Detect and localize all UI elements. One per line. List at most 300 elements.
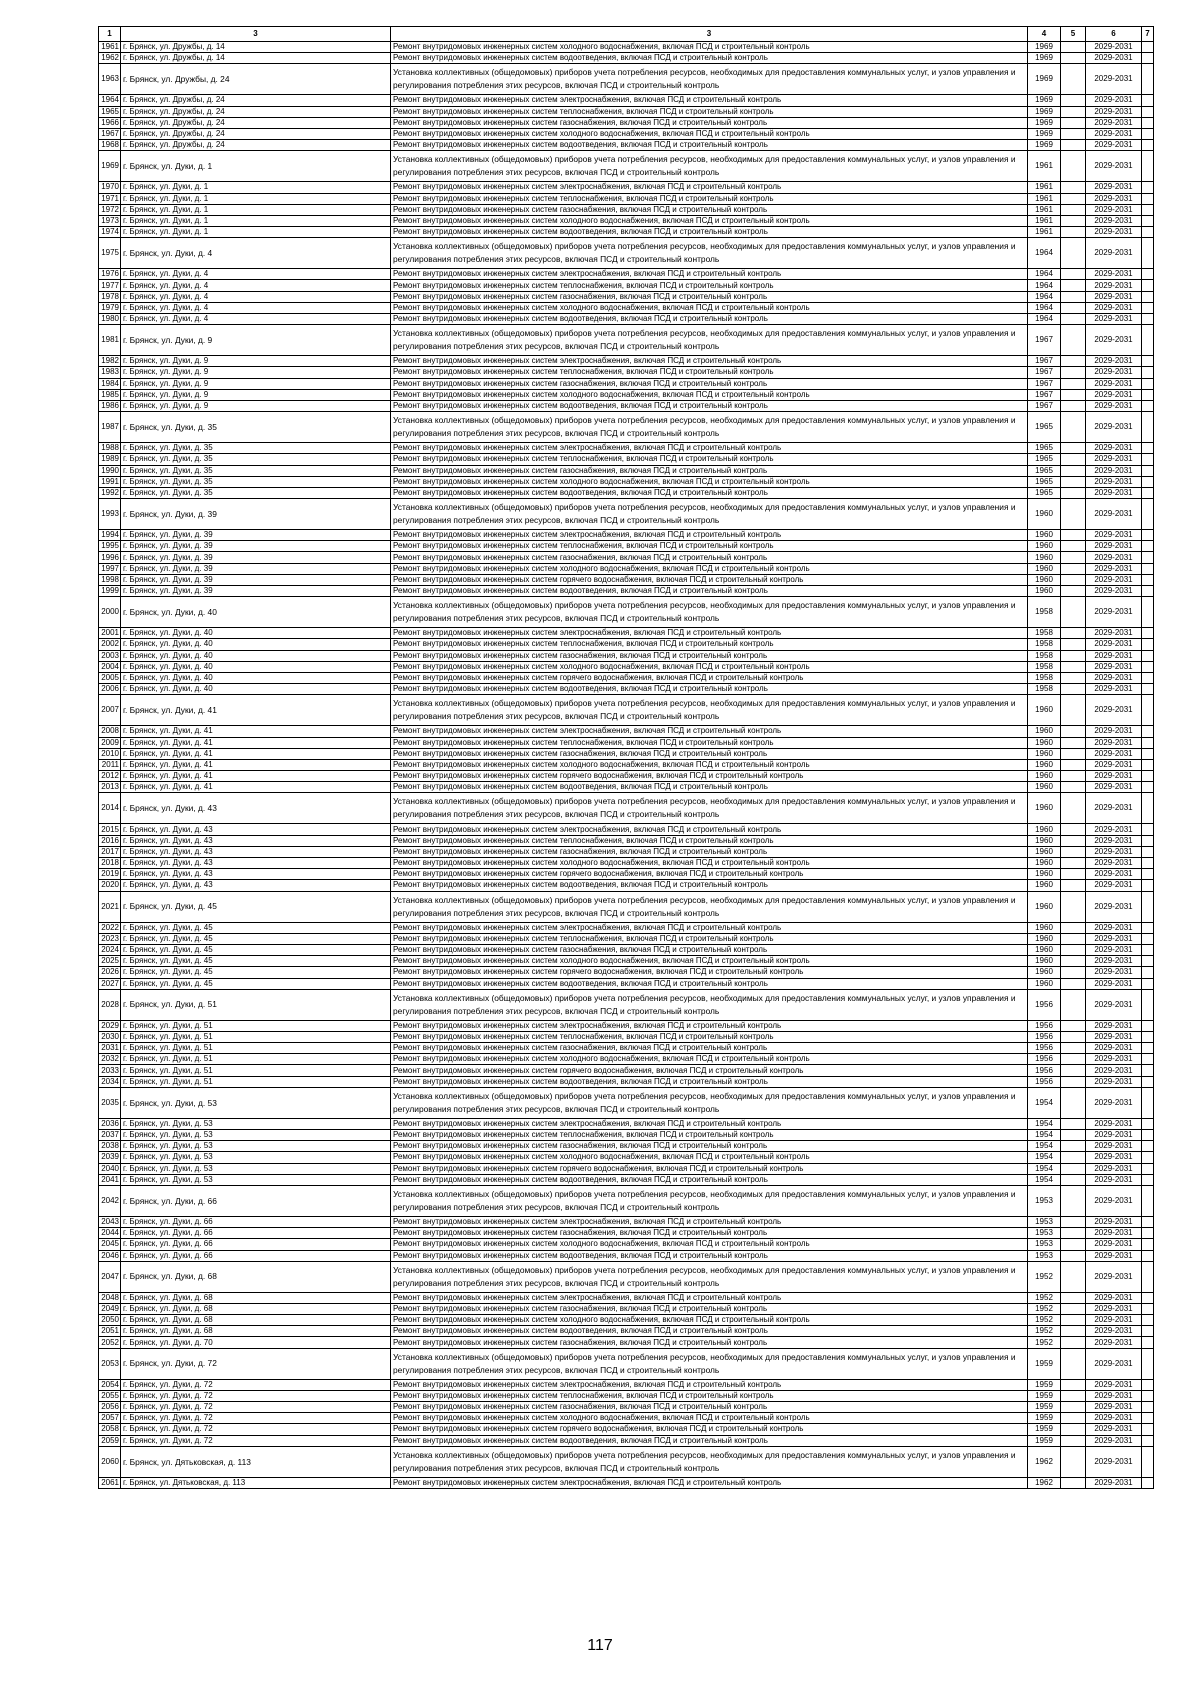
row-col-7 <box>1142 782 1154 793</box>
header-col-6: 6 <box>1086 27 1142 42</box>
row-number: 1972 <box>99 204 121 215</box>
row-build-year: 1960 <box>1028 922 1061 933</box>
row-work-description: Ремонт внутридомовых инженерных систем электроснабжения, включая ПСД и строительный контроль <box>391 1216 1028 1227</box>
row-col-5 <box>1061 1228 1086 1239</box>
row-address: г. Брянск, ул. Дуки, д. 1 <box>121 193 391 204</box>
row-col-7 <box>1142 1337 1154 1348</box>
table-row <box>99 978 1154 989</box>
row-build-year: 1967 <box>1028 367 1061 378</box>
row-build-year: 1960 <box>1028 759 1061 770</box>
row-work-description: Ремонт внутридомовых инженерных систем газоснабжения, включая ПСД и строительный контроль <box>391 291 1028 302</box>
row-period: 2029-2031 <box>1086 628 1142 639</box>
row-number: 2055 <box>99 1390 121 1401</box>
row-work-description: Ремонт внутридомовых инженерных систем теплоснабжения, включая ПСД и строительный контроль <box>391 454 1028 465</box>
row-col-5 <box>1061 1326 1086 1337</box>
row-period: 2029-2031 <box>1086 1020 1142 1031</box>
row-col-5 <box>1061 151 1086 182</box>
row-build-year: 1964 <box>1028 269 1061 280</box>
row-address: г. Брянск, ул. Дружбы, д. 24 <box>121 95 391 106</box>
table-row <box>99 1435 1154 1446</box>
row-col-5 <box>1061 499 1086 530</box>
row-build-year: 1965 <box>1028 487 1061 498</box>
table-row <box>99 1477 1154 1488</box>
row-number: 2013 <box>99 782 121 793</box>
row-work-description: Ремонт внутридомовых инженерных систем горячего водоснабжения, включая ПСД и строительный контроль <box>391 967 1028 978</box>
row-address: г. Брянск, ул. Дуки, д. 43 <box>121 869 391 880</box>
row-period: 2029-2031 <box>1086 880 1142 891</box>
row-address: г. Брянск, ул. Дуки, д. 35 <box>121 412 391 443</box>
row-build-year: 1967 <box>1028 400 1061 411</box>
row-build-year: 1953 <box>1028 1185 1061 1216</box>
row-address: г. Брянск, ул. Дуки, д. 41 <box>121 726 391 737</box>
row-col-5 <box>1061 944 1086 955</box>
row-col-7 <box>1142 400 1154 411</box>
row-col-5 <box>1061 280 1086 291</box>
row-period: 2029-2031 <box>1086 737 1142 748</box>
row-col-5 <box>1061 1076 1086 1087</box>
row-period: 2029-2031 <box>1086 117 1142 128</box>
row-number: 1980 <box>99 314 121 325</box>
row-work-description: Ремонт внутридомовых инженерных систем электроснабжения, включая ПСД и строительный контроль <box>391 1118 1028 1129</box>
row-work-description: Ремонт внутридомовых инженерных систем теплоснабжения, включая ПСД и строительный контроль <box>391 541 1028 552</box>
row-work-description: Ремонт внутридомовых инженерных систем холодного водоснабжения, включая ПСД и строительный контроль <box>391 1054 1028 1065</box>
row-period: 2029-2031 <box>1086 933 1142 944</box>
row-work-description: Ремонт внутридомовых инженерных систем электроснабжения, включая ПСД и строительный контроль <box>391 530 1028 541</box>
table-row <box>99 53 1154 64</box>
row-col-5 <box>1061 1174 1086 1185</box>
row-work-description: Ремонт внутридомовых инженерных систем газоснабжения, включая ПСД и строительный контроль <box>391 748 1028 759</box>
row-address: г. Брянск, ул. Дуки, д. 40 <box>121 661 391 672</box>
row-col-5 <box>1061 1348 1086 1379</box>
row-period: 2029-2031 <box>1086 1141 1142 1152</box>
row-build-year: 1961 <box>1028 204 1061 215</box>
row-number: 1964 <box>99 95 121 106</box>
row-number: 2005 <box>99 672 121 683</box>
row-build-year: 1961 <box>1028 193 1061 204</box>
row-col-7 <box>1142 956 1154 967</box>
table-row <box>99 151 1154 182</box>
row-build-year: 1960 <box>1028 574 1061 585</box>
row-address: г. Брянск, ул. Дуки, д. 1 <box>121 151 391 182</box>
row-col-5 <box>1061 726 1086 737</box>
row-address: г. Брянск, ул. Дружбы, д. 14 <box>121 42 391 53</box>
row-col-7 <box>1142 1446 1154 1477</box>
row-number: 2026 <box>99 967 121 978</box>
row-number: 1984 <box>99 378 121 389</box>
row-col-5 <box>1061 782 1086 793</box>
row-period: 2029-2031 <box>1086 650 1142 661</box>
row-col-7 <box>1142 128 1154 139</box>
row-number: 2016 <box>99 835 121 846</box>
row-build-year: 1954 <box>1028 1141 1061 1152</box>
row-number: 2000 <box>99 597 121 628</box>
row-col-5 <box>1061 1065 1086 1076</box>
row-build-year: 1965 <box>1028 454 1061 465</box>
row-number: 1995 <box>99 541 121 552</box>
row-work-description: Ремонт внутридомовых инженерных систем газоснабжения, включая ПСД и строительный контроль <box>391 1228 1028 1239</box>
row-address: г. Брянск, ул. Дятьковская, д. 113 <box>121 1477 391 1488</box>
row-period: 2029-2031 <box>1086 1303 1142 1314</box>
row-build-year: 1960 <box>1028 967 1061 978</box>
row-col-5 <box>1061 933 1086 944</box>
row-build-year: 1954 <box>1028 1130 1061 1141</box>
row-address: г. Брянск, ул. Дуки, д. 40 <box>121 597 391 628</box>
row-work-description: Ремонт внутридомовых инженерных систем теплоснабжения, включая ПСД и строительный контроль <box>391 737 1028 748</box>
header-col-5: 5 <box>1061 27 1086 42</box>
table-row <box>99 846 1154 857</box>
row-address: г. Брянск, ул. Дуки, д. 53 <box>121 1163 391 1174</box>
row-work-description: Ремонт внутридомовых инженерных систем водоотведения, включая ПСД и строительный контроль <box>391 978 1028 989</box>
row-period: 2029-2031 <box>1086 182 1142 193</box>
row-address: г. Брянск, ул. Дуки, д. 35 <box>121 465 391 476</box>
row-number: 2010 <box>99 748 121 759</box>
table-row <box>99 1141 1154 1152</box>
row-col-7 <box>1142 748 1154 759</box>
row-col-5 <box>1061 1292 1086 1303</box>
row-work-description: Ремонт внутридомовых инженерных систем холодного водоснабжения, включая ПСД и строительный контроль <box>391 389 1028 400</box>
table-row <box>99 487 1154 498</box>
row-col-7 <box>1142 1228 1154 1239</box>
row-work-description: Ремонт внутридомовых инженерных систем газоснабжения, включая ПСД и строительный контроль <box>391 1337 1028 1348</box>
row-number: 2058 <box>99 1424 121 1435</box>
row-number: 2052 <box>99 1337 121 1348</box>
table-row <box>99 563 1154 574</box>
repair-plan-table-container <box>98 26 1153 1489</box>
row-work-description: Ремонт внутридомовых инженерных систем водоотведения, включая ПСД и строительный контроль <box>391 684 1028 695</box>
row-work-description: Ремонт внутридомовых инженерных систем холодного водоснабжения, включая ПСД и строительный контроль <box>391 563 1028 574</box>
row-build-year: 1969 <box>1028 140 1061 151</box>
row-period: 2029-2031 <box>1086 672 1142 683</box>
row-work-description: Ремонт внутридомовых инженерных систем электроснабжения, включая ПСД и строительный контроль <box>391 443 1028 454</box>
row-col-5 <box>1061 737 1086 748</box>
row-build-year: 1956 <box>1028 1076 1061 1087</box>
row-address: г. Брянск, ул. Дуки, д. 9 <box>121 378 391 389</box>
row-col-7 <box>1142 1250 1154 1261</box>
row-work-description: Ремонт внутридомовых инженерных систем электроснабжения, включая ПСД и строительный контроль <box>391 269 1028 280</box>
row-col-5 <box>1061 42 1086 53</box>
row-col-7 <box>1142 1435 1154 1446</box>
row-build-year: 1964 <box>1028 291 1061 302</box>
row-address: г. Брянск, ул. Дуки, д. 4 <box>121 269 391 280</box>
row-number: 1966 <box>99 117 121 128</box>
row-number: 2040 <box>99 1163 121 1174</box>
row-work-description: Установка коллективных (общедомовых) приборов учета потребления ресурсов, необходимых для предоставления коммунальных услуг, и узлов управления и регулирования потребления этих ресурсов, включая ПСД и строительный контроль <box>391 1087 1028 1118</box>
row-col-5 <box>1061 586 1086 597</box>
row-address: г. Брянск, ул. Дуки, д. 43 <box>121 835 391 846</box>
row-work-description: Ремонт внутридомовых инженерных систем электроснабжения, включая ПСД и строительный контроль <box>391 1477 1028 1488</box>
table-row <box>99 64 1154 95</box>
row-address: г. Брянск, ул. Дуки, д. 40 <box>121 639 391 650</box>
row-number: 1987 <box>99 412 121 443</box>
table-row <box>99 389 1154 400</box>
row-col-7 <box>1142 476 1154 487</box>
row-col-5 <box>1061 443 1086 454</box>
row-address: г. Брянск, ул. Дуки, д. 51 <box>121 1031 391 1042</box>
row-build-year: 1953 <box>1028 1216 1061 1227</box>
row-period: 2029-2031 <box>1086 465 1142 476</box>
row-col-7 <box>1142 574 1154 585</box>
row-col-7 <box>1142 95 1154 106</box>
table-row <box>99 933 1154 944</box>
row-col-5 <box>1061 628 1086 639</box>
table-row <box>99 106 1154 117</box>
row-work-description: Ремонт внутридомовых инженерных систем холодного водоснабжения, включая ПСД и строительный контроль <box>391 1315 1028 1326</box>
row-period: 2029-2031 <box>1086 846 1142 857</box>
row-period: 2029-2031 <box>1086 824 1142 835</box>
row-col-5 <box>1061 1185 1086 1216</box>
row-work-description: Ремонт внутридомовых инженерных систем теплоснабжения, включая ПСД и строительный контроль <box>391 193 1028 204</box>
table-row <box>99 291 1154 302</box>
row-address: г. Брянск, ул. Дуки, д. 53 <box>121 1174 391 1185</box>
row-period: 2029-2031 <box>1086 412 1142 443</box>
table-row <box>99 1337 1154 1348</box>
row-period: 2029-2031 <box>1086 661 1142 672</box>
row-address: г. Брянск, ул. Дуки, д. 53 <box>121 1130 391 1141</box>
row-build-year: 1954 <box>1028 1087 1061 1118</box>
row-build-year: 1961 <box>1028 151 1061 182</box>
row-work-description: Ремонт внутридомовых инженерных систем газоснабжения, включая ПСД и строительный контроль <box>391 1141 1028 1152</box>
row-build-year: 1960 <box>1028 978 1061 989</box>
table-row <box>99 269 1154 280</box>
row-work-description: Ремонт внутридомовых инженерных систем водоотведения, включая ПСД и строительный контроль <box>391 314 1028 325</box>
row-col-7 <box>1142 1315 1154 1326</box>
row-build-year: 1952 <box>1028 1303 1061 1314</box>
row-work-description: Установка коллективных (общедомовых) приборов учета потребления ресурсов, необходимых для предоставления коммунальных услуг, и узлов управления и регулирования потребления этих ресурсов, включая ПСД и строительный контроль <box>391 1261 1028 1292</box>
table-row <box>99 1348 1154 1379</box>
row-col-5 <box>1061 204 1086 215</box>
row-address: г. Брянск, ул. Дуки, д. 72 <box>121 1402 391 1413</box>
table-body <box>99 42 1154 1489</box>
row-work-description: Ремонт внутридомовых инженерных систем газоснабжения, включая ПСД и строительный контроль <box>391 204 1028 215</box>
row-address: г. Брянск, ул. Дуки, д. 72 <box>121 1435 391 1446</box>
row-build-year: 1960 <box>1028 530 1061 541</box>
row-build-year: 1952 <box>1028 1261 1061 1292</box>
row-col-5 <box>1061 1435 1086 1446</box>
row-period: 2029-2031 <box>1086 95 1142 106</box>
row-period: 2029-2031 <box>1086 389 1142 400</box>
table-row <box>99 869 1154 880</box>
table-row <box>99 356 1154 367</box>
row-number: 1977 <box>99 280 121 291</box>
row-col-5 <box>1061 869 1086 880</box>
row-number: 2004 <box>99 661 121 672</box>
row-address: г. Брянск, ул. Дуки, д. 41 <box>121 782 391 793</box>
row-address: г. Брянск, ул. Дуки, д. 1 <box>121 227 391 238</box>
row-build-year: 1952 <box>1028 1292 1061 1303</box>
row-period: 2029-2031 <box>1086 782 1142 793</box>
table-row <box>99 835 1154 846</box>
row-work-description: Ремонт внутридомовых инженерных систем холодного водоснабжения, включая ПСД и строительный контроль <box>391 1239 1028 1250</box>
row-col-7 <box>1142 106 1154 117</box>
row-work-description: Установка коллективных (общедомовых) приборов учета потребления ресурсов, необходимых для предоставления коммунальных услуг, и узлов управления и регулирования потребления этих ресурсов, включая ПСД и строительный контроль <box>391 597 1028 628</box>
row-period: 2029-2031 <box>1086 530 1142 541</box>
table-row <box>99 499 1154 530</box>
row-number: 1967 <box>99 128 121 139</box>
row-number: 2046 <box>99 1250 121 1261</box>
table-row <box>99 1390 1154 1401</box>
row-period: 2029-2031 <box>1086 1315 1142 1326</box>
row-number: 1996 <box>99 552 121 563</box>
row-work-description: Ремонт внутридомовых инженерных систем электроснабжения, включая ПСД и строительный контроль <box>391 628 1028 639</box>
row-col-5 <box>1061 793 1086 824</box>
row-address: г. Брянск, ул. Дуки, д. 39 <box>121 586 391 597</box>
row-period: 2029-2031 <box>1086 989 1142 1020</box>
row-address: г. Брянск, ул. Дуки, д. 43 <box>121 858 391 869</box>
row-number: 1999 <box>99 586 121 597</box>
row-period: 2029-2031 <box>1086 922 1142 933</box>
row-number: 2038 <box>99 1141 121 1152</box>
row-build-year: 1960 <box>1028 793 1061 824</box>
row-col-7 <box>1142 661 1154 672</box>
row-col-7 <box>1142 1185 1154 1216</box>
row-address: г. Брянск, ул. Дуки, д. 72 <box>121 1379 391 1390</box>
row-col-5 <box>1061 1303 1086 1314</box>
row-build-year: 1961 <box>1028 215 1061 226</box>
row-col-5 <box>1061 367 1086 378</box>
row-col-5 <box>1061 291 1086 302</box>
table-row <box>99 204 1154 215</box>
row-col-5 <box>1061 771 1086 782</box>
row-col-7 <box>1142 1402 1154 1413</box>
row-build-year: 1969 <box>1028 117 1061 128</box>
header-col-1: 1 <box>99 27 121 42</box>
row-address: г. Брянск, ул. Дуки, д. 68 <box>121 1315 391 1326</box>
table-row <box>99 1315 1154 1326</box>
table-row <box>99 140 1154 151</box>
row-number: 1992 <box>99 487 121 498</box>
row-period: 2029-2031 <box>1086 269 1142 280</box>
row-col-5 <box>1061 858 1086 869</box>
row-col-7 <box>1142 1326 1154 1337</box>
row-number: 2054 <box>99 1379 121 1390</box>
row-col-5 <box>1061 356 1086 367</box>
row-number: 1978 <box>99 291 121 302</box>
row-number: 2056 <box>99 1402 121 1413</box>
row-number: 2018 <box>99 858 121 869</box>
row-number: 2025 <box>99 956 121 967</box>
row-work-description: Ремонт внутридомовых инженерных систем электроснабжения, включая ПСД и строительный контроль <box>391 922 1028 933</box>
row-number: 1963 <box>99 64 121 95</box>
row-col-5 <box>1061 748 1086 759</box>
row-work-description: Ремонт внутридомовых инженерных систем водоотведения, включая ПСД и строительный контроль <box>391 400 1028 411</box>
row-period: 2029-2031 <box>1086 1292 1142 1303</box>
row-col-5 <box>1061 639 1086 650</box>
row-address: г. Брянск, ул. Дуки, д. 9 <box>121 400 391 411</box>
row-work-description: Ремонт внутридомовых инженерных систем газоснабжения, включая ПСД и строительный контроль <box>391 944 1028 955</box>
row-build-year: 1956 <box>1028 1054 1061 1065</box>
row-build-year: 1952 <box>1028 1315 1061 1326</box>
row-number: 2034 <box>99 1076 121 1087</box>
row-number: 1990 <box>99 465 121 476</box>
row-address: г. Брянск, ул. Дуки, д. 70 <box>121 1337 391 1348</box>
row-number: 2053 <box>99 1348 121 1379</box>
row-work-description: Установка коллективных (общедомовых) приборов учета потребления ресурсов, необходимых для предоставления коммунальных услуг, и узлов управления и регулирования потребления этих ресурсов, включая ПСД и строительный контроль <box>391 64 1028 95</box>
row-work-description: Ремонт внутридомовых инженерных систем теплоснабжения, включая ПСД и строительный контроль <box>391 639 1028 650</box>
row-number: 1976 <box>99 269 121 280</box>
row-number: 2009 <box>99 737 121 748</box>
row-build-year: 1965 <box>1028 476 1061 487</box>
table-row <box>99 400 1154 411</box>
row-col-7 <box>1142 1087 1154 1118</box>
row-period: 2029-2031 <box>1086 1152 1142 1163</box>
row-address: г. Брянск, ул. Дуки, д. 39 <box>121 552 391 563</box>
row-col-7 <box>1142 314 1154 325</box>
row-number: 1968 <box>99 140 121 151</box>
row-period: 2029-2031 <box>1086 238 1142 269</box>
row-build-year: 1960 <box>1028 541 1061 552</box>
row-col-5 <box>1061 1152 1086 1163</box>
row-col-5 <box>1061 238 1086 269</box>
row-work-description: Ремонт внутридомовых инженерных систем холодного водоснабжения, включая ПСД и строительный контроль <box>391 759 1028 770</box>
row-work-description: Ремонт внутридомовых инженерных систем горячего водоснабжения, включая ПСД и строительный контроль <box>391 1065 1028 1076</box>
row-period: 2029-2031 <box>1086 128 1142 139</box>
row-col-7 <box>1142 858 1154 869</box>
row-work-description: Ремонт внутридомовых инженерных систем электроснабжения, включая ПСД и строительный контроль <box>391 356 1028 367</box>
row-col-7 <box>1142 182 1154 193</box>
table-row <box>99 1303 1154 1314</box>
row-address: г. Брянск, ул. Дуки, д. 45 <box>121 944 391 955</box>
row-address: г. Брянск, ул. Дуки, д. 4 <box>121 238 391 269</box>
row-period: 2029-2031 <box>1086 204 1142 215</box>
row-col-7 <box>1142 978 1154 989</box>
row-col-7 <box>1142 824 1154 835</box>
row-address: г. Брянск, ул. Дружбы, д. 24 <box>121 128 391 139</box>
row-col-7 <box>1142 650 1154 661</box>
row-period: 2029-2031 <box>1086 1250 1142 1261</box>
row-build-year: 1960 <box>1028 726 1061 737</box>
row-address: г. Брянск, ул. Дуки, д. 35 <box>121 454 391 465</box>
row-col-5 <box>1061 1413 1086 1424</box>
row-col-5 <box>1061 128 1086 139</box>
row-period: 2029-2031 <box>1086 639 1142 650</box>
row-col-7 <box>1142 389 1154 400</box>
row-address: г. Брянск, ул. Дуки, д. 9 <box>121 325 391 356</box>
row-period: 2029-2031 <box>1086 1435 1142 1446</box>
row-build-year: 1962 <box>1028 1477 1061 1488</box>
row-address: г. Брянск, ул. Дуки, д. 41 <box>121 695 391 726</box>
table-row <box>99 1076 1154 1087</box>
table-row <box>99 215 1154 226</box>
row-work-description: Ремонт внутридомовых инженерных систем холодного водоснабжения, включая ПСД и строительный контроль <box>391 302 1028 313</box>
row-period: 2029-2031 <box>1086 563 1142 574</box>
row-col-7 <box>1142 1031 1154 1042</box>
table-row <box>99 695 1154 726</box>
row-build-year: 1960 <box>1028 748 1061 759</box>
row-period: 2029-2031 <box>1086 1087 1142 1118</box>
row-col-7 <box>1142 454 1154 465</box>
row-col-7 <box>1142 835 1154 846</box>
table-row <box>99 465 1154 476</box>
row-col-5 <box>1061 53 1086 64</box>
row-address: г. Брянск, ул. Дуки, д. 45 <box>121 967 391 978</box>
row-col-7 <box>1142 563 1154 574</box>
row-col-5 <box>1061 1163 1086 1174</box>
row-period: 2029-2031 <box>1086 1477 1142 1488</box>
row-period: 2029-2031 <box>1086 1402 1142 1413</box>
row-address: г. Брянск, ул. Дуки, д. 72 <box>121 1424 391 1435</box>
row-col-7 <box>1142 880 1154 891</box>
row-build-year: 1960 <box>1028 933 1061 944</box>
row-address: г. Брянск, ул. Дуки, д. 39 <box>121 574 391 585</box>
row-build-year: 1965 <box>1028 443 1061 454</box>
row-address: г. Брянск, ул. Дуки, д. 43 <box>121 793 391 824</box>
row-col-5 <box>1061 476 1086 487</box>
row-work-description: Ремонт внутридомовых инженерных систем теплоснабжения, включая ПСД и строительный контроль <box>391 280 1028 291</box>
row-number: 1985 <box>99 389 121 400</box>
row-address: г. Брянск, ул. Дуки, д. 1 <box>121 182 391 193</box>
row-number: 2035 <box>99 1087 121 1118</box>
table-row <box>99 1130 1154 1141</box>
